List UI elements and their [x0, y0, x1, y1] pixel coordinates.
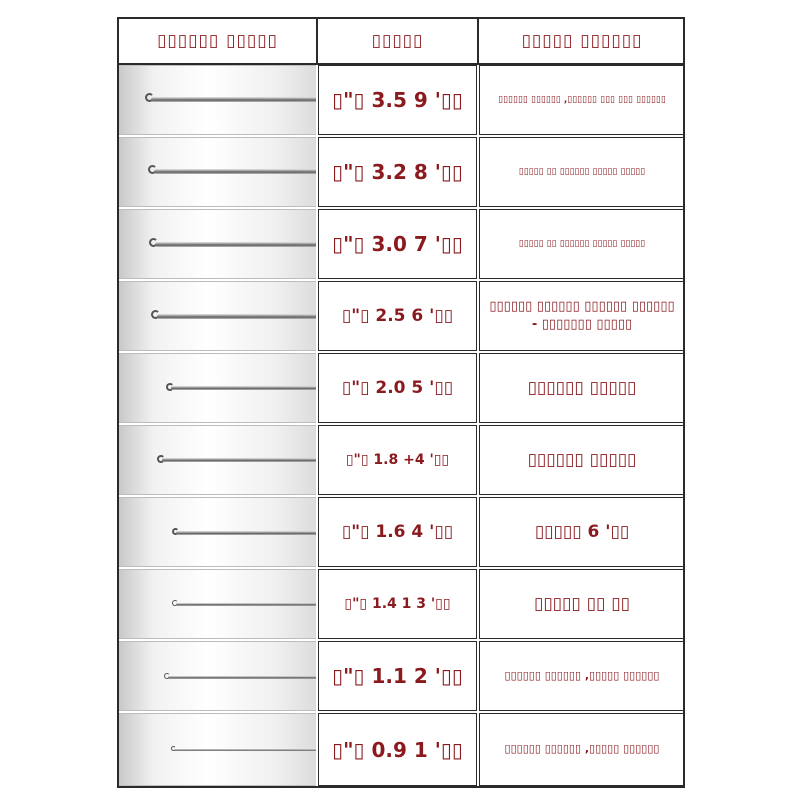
usage-description: ▯▯▯▯▯▯ ▯▯▯▯▯▯ ,▯▯▯▯▯ ▯▯▯▯▯▯ [479, 713, 685, 786]
crochet-hook-icon [155, 242, 316, 247]
size-label: ▯"▯ 0.9 1 '▯▯ [318, 713, 477, 786]
header-size: ▯▯▯▯▯ [371, 31, 424, 51]
size-label: ▯"▯ 2.5 6 '▯▯ [318, 281, 477, 351]
usage-description: ▯▯▯▯▯▯ ▯▯▯▯▯ [479, 425, 685, 495]
table-row [119, 713, 685, 786]
crochet-hook-icon [168, 676, 316, 679]
hook-image [119, 137, 316, 207]
crochet-hook-icon [171, 386, 316, 390]
usage-description: ▯▯▯▯▯▯ ▯▯▯▯▯▯ ▯▯▯▯▯▯ ▯▯▯▯▯▯ - ▯▯▯▯▯▯▯ ▯▯▯▯▯ [479, 281, 685, 351]
table-row [119, 641, 685, 711]
hook-image [119, 65, 316, 135]
table-row [119, 425, 685, 495]
crochet-hook-icon [154, 169, 316, 174]
hook-image [119, 353, 316, 423]
hook-image [119, 425, 316, 495]
hook-image [119, 281, 316, 351]
crochet-hook-icon [151, 97, 316, 102]
table-row [119, 209, 685, 279]
size-label: ▯"▯ 1.6 4 '▯▯ [318, 497, 477, 567]
usage-description: ▯▯▯▯▯ ▯▯ ▯▯▯▯▯▯ ▯▯▯▯▯ ▯▯▯▯▯ [479, 209, 685, 279]
size-label: ▯"▯ 1.4 1 3 '▯▯ [318, 569, 477, 639]
crochet-hook-icon [176, 603, 316, 606]
usage-description: ▯▯▯▯▯▯ ▯▯▯▯▯▯ ,▯▯▯▯▯▯ ▯▯▯ ▯▯▯ ▯▯▯▯▯▯ [479, 65, 685, 135]
size-label: ▯"▯ 3.2 8 '▯▯ [318, 137, 477, 207]
crochet-hook-icon [176, 531, 316, 535]
usage-description: ▯▯▯▯▯ ▯▯ ▯▯ [479, 569, 685, 639]
crochet-hook-icon [174, 749, 316, 751]
hook-image [119, 713, 316, 786]
table-row [119, 353, 685, 423]
hook-image [119, 209, 316, 279]
size-label: ▯"▯ 2.0 5 '▯▯ [318, 353, 477, 423]
size-label: ▯"▯ 1.1 2 '▯▯ [318, 641, 477, 711]
hook-image [119, 641, 316, 711]
usage-description: ▯▯▯▯▯▯ ▯▯▯▯▯ [479, 353, 685, 423]
hook-image [119, 497, 316, 567]
usage-description: ▯▯▯▯▯ 6 '▯▯ [479, 497, 685, 567]
table-row [119, 497, 685, 567]
size-label: ▯"▯ 1.8 +4 '▯▯ [318, 425, 477, 495]
table-row [119, 137, 685, 207]
header-usage: ▯▯▯▯▯ ▯▯▯▯▯▯ [521, 31, 643, 51]
table-row [119, 281, 685, 351]
usage-description: ▯▯▯▯▯ ▯▯ ▯▯▯▯▯▯ ▯▯▯▯▯ ▯▯▯▯▯ [479, 137, 685, 207]
table-row [119, 569, 685, 639]
table-header [119, 19, 683, 65]
table-row [119, 65, 685, 135]
size-label: ▯"▯ 3.5 9 '▯▯ [318, 65, 477, 135]
crochet-hook-icon [162, 458, 316, 462]
size-label: ▯"▯ 3.0 7 '▯▯ [318, 209, 477, 279]
hook-image [119, 569, 316, 639]
header-hook-image: ▯▯▯▯▯▯ ▯▯▯▯▯ [157, 31, 278, 51]
crochet-hook-icon [157, 314, 316, 319]
crochet-hook-size-chart [117, 17, 685, 788]
usage-description: ▯▯▯▯▯▯ ▯▯▯▯▯▯ ,▯▯▯▯▯ ▯▯▯▯▯▯ [479, 641, 685, 711]
